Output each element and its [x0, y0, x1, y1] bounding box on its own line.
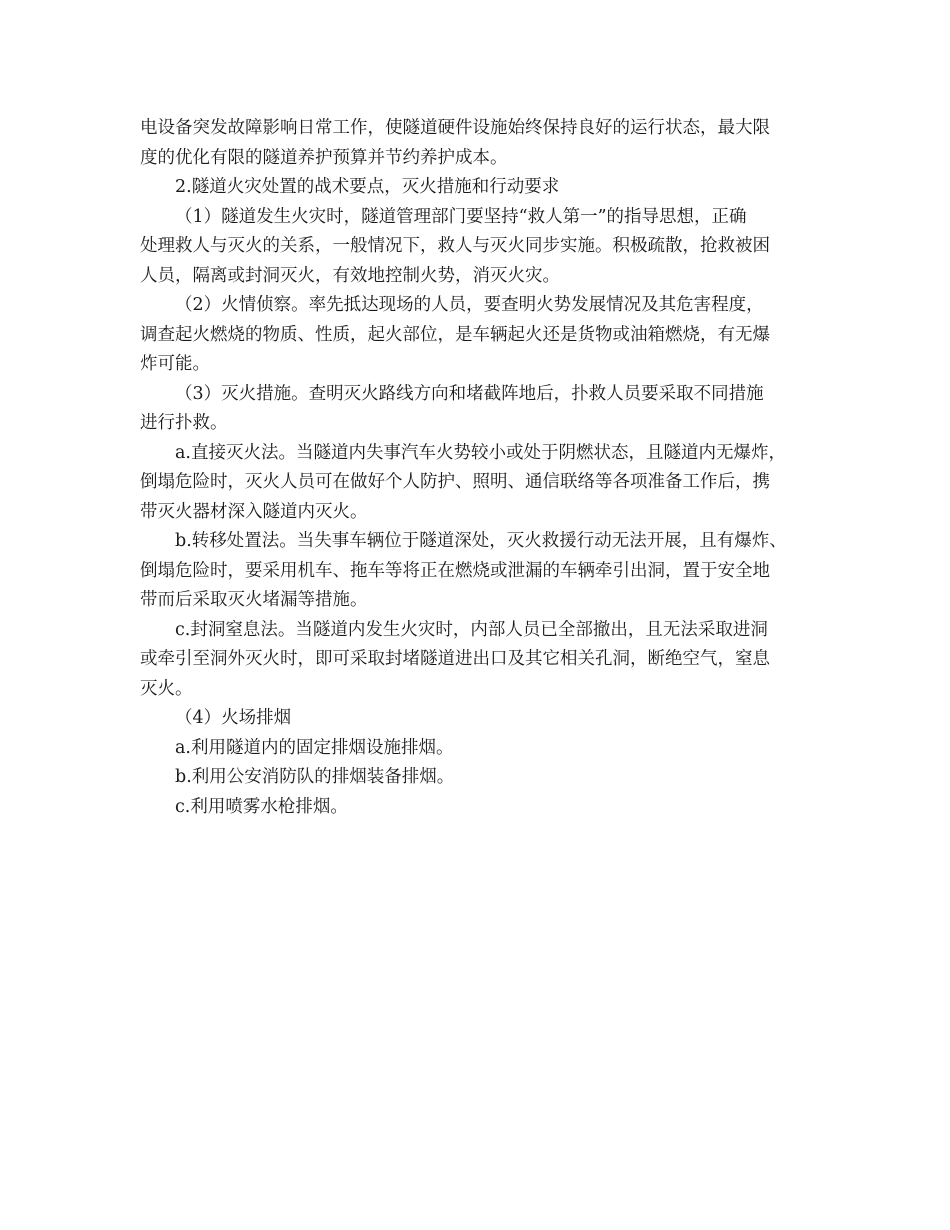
text-line: （1）隧道发生火灾时，隧道管理部门要坚持“救人第一”的指导思想，正确 — [175, 206, 747, 227]
paragraph — [140, 734, 816, 764]
text-line: （4）火场排烟 — [175, 708, 292, 728]
text-line: a.利用隧道内的固定排烟设施排烟。 — [175, 737, 454, 758]
text-line: 进行扑救。 — [140, 413, 228, 433]
paragraph — [140, 439, 816, 528]
paragraph — [140, 616, 816, 705]
text-line: 或牵引至洞外灭火时，即可采取封堵隧道进出口及其它相关孔洞，断绝空气，窒息 — [140, 649, 770, 669]
text-line: 电设备突发故障影响日常工作，使隧道硬件设施始终保持良好的运行状态，最大限 — [140, 118, 770, 138]
paragraph — [140, 704, 816, 734]
text-line: 2.隧道火灾处置的战术要点，灭火措施和行动要求 — [175, 177, 560, 197]
text-line: 炸可能。 — [140, 354, 210, 374]
text-line: 人员，隔离或封洞灭火，有效地控制火势，消灭火灾。 — [140, 265, 560, 286]
text-line: b.转移处置法。当失事车辆位于隧道深处，灭火救援行动无法开展，且有爆炸、 — [175, 531, 787, 551]
text-line: b.利用公安消防队的排烟装备排烟。 — [175, 767, 455, 787]
text-line: 倒塌危险时，灭火人员可在做好个人防护、照明、通信联络等各项准备工作后，携 — [140, 472, 770, 492]
section-heading — [140, 173, 816, 203]
paragraph — [140, 114, 816, 173]
paragraph — [140, 203, 816, 292]
text-line: c.利用喷雾水枪排烟。 — [175, 796, 348, 817]
text-line: c.封洞窒息法。当隧道内发生火灾时，内部人员已全部撤出，且无法采取进洞 — [175, 619, 768, 640]
text-line: 带灭火器材深入隧道内灭火。 — [140, 501, 368, 522]
text-line: a.直接灭火法。当隧道内失事汽车火势较小或处于阴燃状态，且隧道内无爆炸， — [175, 442, 786, 463]
document-body — [140, 114, 816, 822]
text-line: 灭火。 — [140, 678, 193, 699]
text-line: 度的优化有限的隧道养护预算并节约养护成本。 — [140, 147, 508, 168]
paragraph — [140, 763, 816, 793]
paragraph — [140, 527, 816, 616]
text-line: 带而后采取灭火堵漏等措施。 — [140, 590, 368, 610]
paragraph — [140, 793, 816, 823]
paragraph — [140, 380, 816, 439]
text-line: 处理救人与灭火的关系，一般情况下，救人与灭火同步实施。积极疏散，抢救被困 — [140, 236, 770, 256]
text-line: 倒塌危险时，要采用机车、拖车等将正在燃烧或泄漏的车辆牵引出洞，置于安全地 — [140, 560, 770, 581]
text-line: （3）灭火措施。查明灭火路线方向和堵截阵地后，扑救人员要采取不同措施 — [175, 383, 764, 404]
text-line: （2）火情侦察。率先抵达现场的人员，要查明火势发展情况及其危害程度， — [175, 295, 764, 315]
paragraph — [140, 291, 816, 380]
text-line: 调查起火燃烧的物质、性质，起火部位，是车辆起火还是货物或油箱燃烧，有无爆 — [140, 324, 770, 345]
